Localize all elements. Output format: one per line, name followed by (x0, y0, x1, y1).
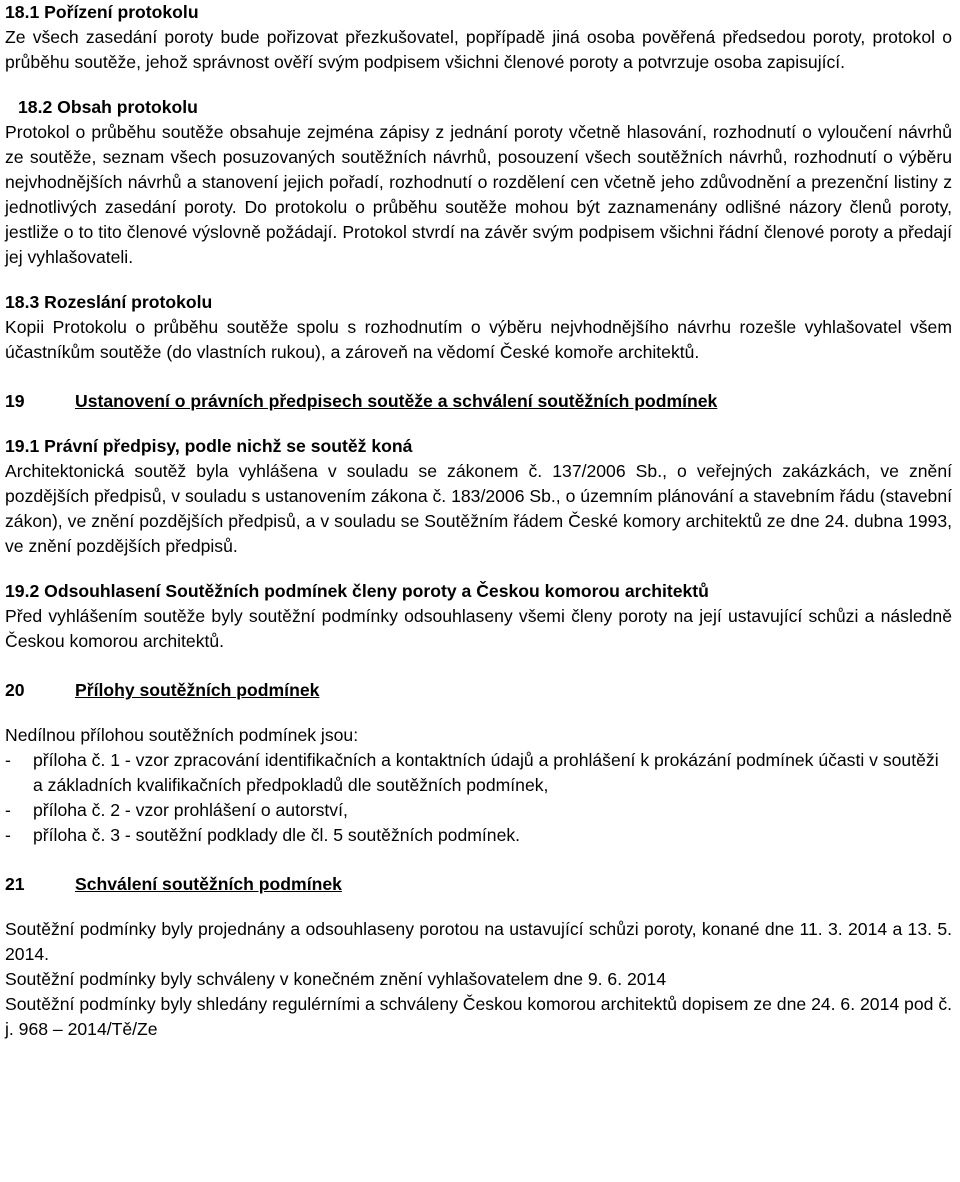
list-item (5, 823, 952, 848)
chapter-title: Schválení soutěžních podmínek (75, 874, 342, 894)
section-18-2-body (5, 120, 952, 270)
chapter-20-heading (5, 678, 952, 703)
section-heading: 18.1 Pořízení protokolu (5, 2, 199, 22)
chapter-number: 20 (5, 680, 25, 700)
section-18-1 (5, 0, 952, 75)
approval-paragraph-1: Soutěžní podmínky byly projednány a odsouhlaseny porotou na ustavující schůzi poroty, konané dne 11. 3. 2014 a 13. 5. 2014. (5, 919, 952, 964)
chapter-number: 21 (5, 874, 25, 894)
section-paragraph: Před vyhlášením soutěže byly soutěžní podmínky odsouhlaseny všemi členy poroty na její ustavující schůzi a následně Českou komorou architektů. (5, 606, 952, 651)
attachments-list (5, 748, 952, 848)
list-item-text: příloha č. 2 - vzor prohlášení o autorství, (33, 800, 348, 820)
list-dash: - (5, 800, 11, 820)
chapter-number: 19 (5, 391, 25, 411)
section-heading: 18.3 Rozeslání protokolu (5, 292, 213, 312)
list-dash: - (5, 825, 11, 845)
list-item-text: příloha č. 3 - soutěžní podklady dle čl. 5 soutěžních podmínek. (33, 825, 521, 845)
chapter-title: Ustanovení o právních předpisech soutěže a schválení soutěžních podmínek (75, 391, 718, 411)
approval-paragraph-3: Soutěžní podmínky byly shledány regulérními a schváleny Českou komorou architektů dopisem ze dne 24. 6. 2014 pod č. j. 968 – 2014/Tě/Ze (5, 994, 952, 1039)
list-dash: - (5, 750, 11, 770)
section-heading: 18.2 Obsah protokolu (18, 97, 198, 117)
list-item (5, 798, 952, 823)
section-heading: 19.2 Odsouhlasení Soutěžních podmínek členy poroty a Českou komorou architektů (5, 581, 709, 601)
section-paragraph: Kopii Protokolu o průběhu soutěže spolu s rozhodnutím o výběru nejvhodnějšího návrhu rozešle vyhlašovatel všem účastníkům soutěže (do vlastních rukou), a zároveň na vědomí České komoře architektů. (5, 317, 952, 362)
section-paragraph: Architektonická soutěž byla vyhlášena v souladu se zákonem č. 137/2006 Sb., o veřejných zakázkách, ve znění pozdějších předpisů, v souladu s ustanovením zákona č. 183/2006 Sb., o územním plánování a stavebním řádu (stavební zákon), ve znění pozdějších předpisů, a v souladu se Soutěžním řádem České komory architektů ze dne 24. dubna 1993, ve znění pozdějších předpisů. (5, 461, 952, 556)
chapter-19-heading (5, 389, 952, 414)
chapter-21-heading (5, 872, 952, 897)
attachments-intro: Nedílnou přílohou soutěžních podmínek jsou: (5, 725, 359, 745)
section-paragraph: Protokol o průběhu soutěže obsahuje zejména zápisy z jednání poroty včetně hlasování, rozhodnutí o vyloučení návrhů ze soutěže, seznam všech posuzovaných soutěžních návrhů, posouzení všech soutěžních návrhů, rozhodnutí o výběru nejvhodnějších návrhů a stanovení jejich pořadí, rozhodnutí o rozdělení cen včetně jeho zdůvodnění a prezenční listiny z jednotlivých zasedání poroty. Do protokolu o průběhu soutěže mohou být zaznamenány odlišné názory členů poroty, jestliže o to tito členové výslovně požádají. Protokol stvrdí na závěr svým podpisem všichni řádní členové poroty a předají jej vyhlašovateli. (5, 122, 952, 267)
approval-paragraph-2: Soutěžní podmínky byly schváleny v konečném znění vyhlašovatelem dne 9. 6. 2014 (5, 969, 667, 989)
section-18-3 (5, 290, 952, 365)
section-19-2 (5, 579, 952, 654)
section-19-1 (5, 434, 952, 559)
list-item-text: příloha č. 1 - vzor zpracování identifikačních a kontaktních údajů a prohlášení k prokázání podmínek účasti v soutěži a základních kvalifikačních předpokladů dle soutěžních podmínek, (33, 750, 939, 795)
list-item (5, 748, 952, 798)
section-20-attachments (5, 723, 952, 848)
section-heading: 19.1 Právní předpisy, podle nichž se soutěž koná (5, 436, 413, 456)
chapter-title: Přílohy soutěžních podmínek (75, 680, 320, 700)
section-18-2 (5, 95, 952, 120)
section-21-approval (5, 917, 952, 1042)
section-paragraph: Ze všech zasedání poroty bude pořizovat přezkušovatel, popřípadě jiná osoba pověřená předsedou poroty, protokol o průběhu soutěže, jehož správnost ověří svým podpisem všichni členové poroty a potvrzuje osoba zapisující. (5, 27, 952, 72)
